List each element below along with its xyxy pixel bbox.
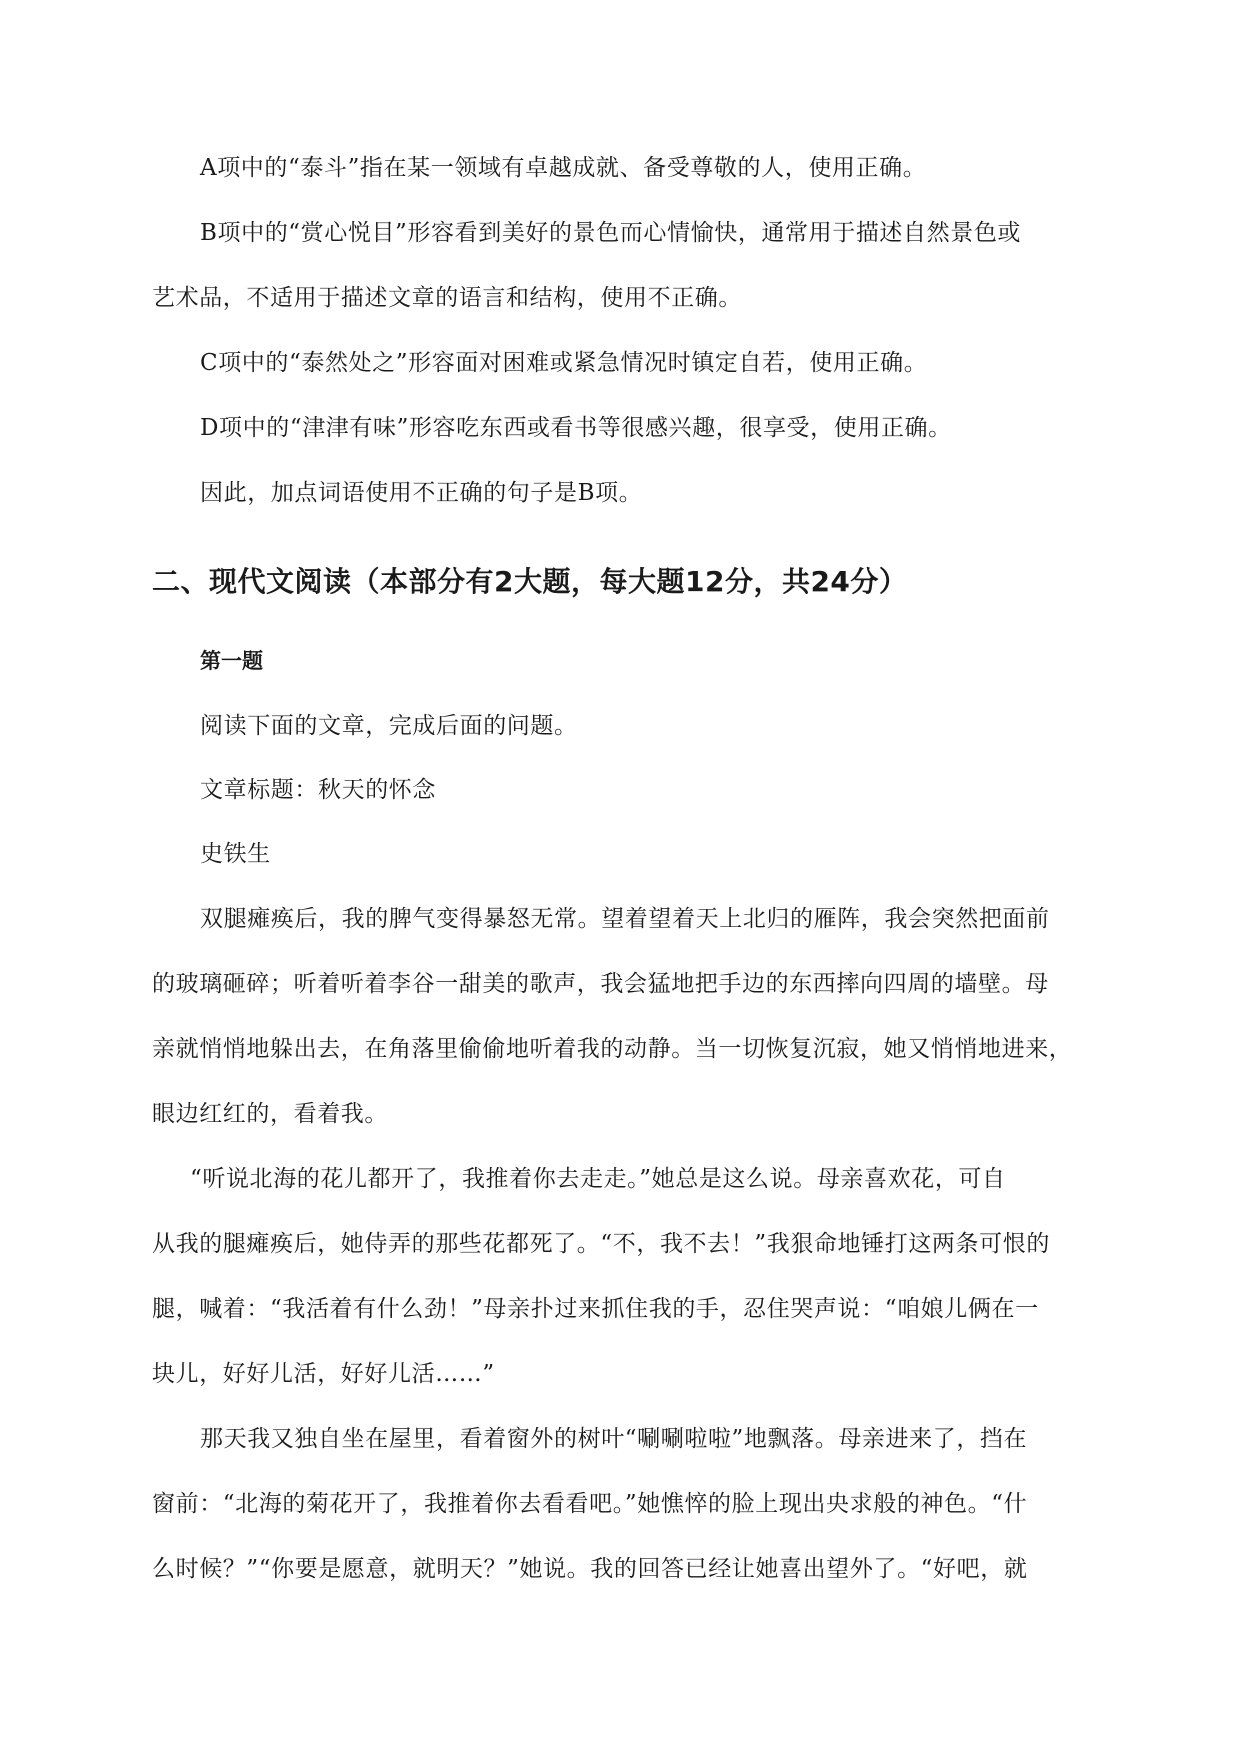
option-a-explanation: A项中的“泰斗”指在某一领域有卓越成就、备受尊敬的人，使用正确。: [200, 155, 927, 181]
article-title: 文章标题：秋天的怀念: [200, 777, 436, 803]
paragraph-3-line-1: 那天我又独自坐在屋里，看着窗外的树叶“唰唰啦啦”地飘落。母亲进来了，挡在: [200, 1426, 1028, 1452]
option-b-explanation-line-1: B项中的“赏心悦目”形容看到美好的景色而心情愉快，通常用于描述自然景色或: [200, 220, 1022, 246]
paragraph-1-line-2: 的玻璃砸碎；听着听着李谷一甜美的歌声，我会猛地把手边的东西摔向四周的墙壁。母: [152, 971, 1049, 997]
article-author: 史铁生: [200, 841, 271, 867]
option-b-explanation-line-2: 艺术品，不适用于描述文章的语言和结构，使用不正确。: [152, 285, 742, 311]
reading-instruction: 阅读下面的文章，完成后面的问题。: [200, 713, 578, 739]
answer-conclusion: 因此，加点词语使用不正确的句子是B项。: [200, 480, 643, 506]
paragraph-1-line-1: 双腿瘫痪后，我的脾气变得暴怒无常。望着望着天上北归的雁阵，我会突然把面前: [200, 906, 1050, 932]
section-heading: 二、现代文阅读（本部分有2大题，每大题12分，共24分）: [152, 565, 908, 598]
paragraph-1-line-3: 亲就悄悄地躲出去，在角落里偷偷地听着我的动静。当一切恢复沉寂，她又悄悄地进来，: [152, 1036, 1073, 1062]
paragraph-1-line-4: 眼边红红的，看着我。: [152, 1101, 388, 1127]
paragraph-2-line-2: 从我的腿瘫痪后，她侍弄的那些花都死了。“不，我不去！”我狠命地锤打这两条可恨的: [152, 1231, 1050, 1257]
paragraph-2-line-4: 块儿，好好儿活，好好儿活……”: [152, 1361, 495, 1387]
paragraph-3-line-3: 么时候？”“你要是愿意，就明天？”她说。我的回答已经让她喜出望外了。“好吧，就: [152, 1556, 1028, 1582]
question-title: 第一题: [200, 649, 263, 673]
option-d-explanation: D项中的“津津有味”形容吃东西或看书等很感兴趣，很享受，使用正确。: [200, 415, 952, 441]
paragraph-2-line-1: “听说北海的花儿都开了，我推着你去走走。”她总是这么说。母亲喜欢花，可自: [190, 1166, 1006, 1192]
paragraph-2-line-3: 腿，喊着：“我活着有什么劲！”母亲扑过来抓住我的手，忍住哭声说：“咱娘儿俩在一: [152, 1296, 1039, 1322]
paragraph-3-line-2: 窗前：“北海的菊花开了，我推着你去看看吧。”她憔悴的脸上现出央求般的神色。“什: [152, 1491, 1028, 1517]
option-c-explanation: C项中的“泰然处之”形容面对困难或紧急情况时镇定自若，使用正确。: [200, 350, 928, 376]
